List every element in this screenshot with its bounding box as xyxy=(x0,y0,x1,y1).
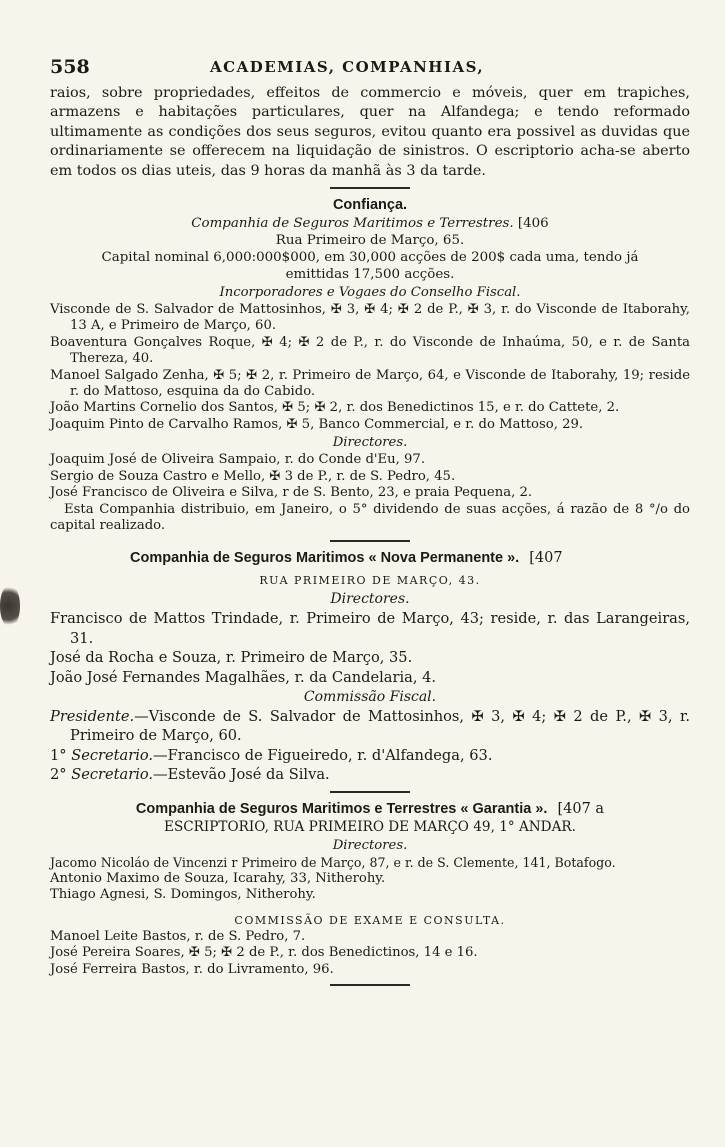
secretary-number: 1° xyxy=(50,746,67,764)
presidente-text: —Visconde de S. Salvador de Mattosinhos, ✠ 3, ✠ 4; ✠ 2 de P., ✠ 3, r. Primeiro de Março, 60. xyxy=(70,707,690,745)
divider xyxy=(330,791,410,793)
list-item: José Francisco de Oliveira e Silva, r de S. Bento, 23, e praia Pequena, 2. xyxy=(50,485,533,501)
list-item xyxy=(50,765,690,784)
intro-paragraph: raios, sobre propriedades, effeitos de commercio e móveis, quer em trapiches, armazens e habitações particulares, quer na Alfandega; e tendo reformado ultimamente as condições dos seus seguros, evitou quanto era possivel as duvidas que ordinariamente se offerecem na liquidação de sinistros. O escriptorio acha-se aberto em todos os dias uteis, das 9 horas da manhã às 3 da tarde. xyxy=(50,85,690,179)
list-item: Francisco de Mattos Trindade, r. Primeiro de Março, 43; reside, r. das Larangeiras, 31. xyxy=(50,610,690,647)
section-subtitle-line xyxy=(50,215,690,232)
list-item: José Ferreira Bastos, r. do Livramento, 96. xyxy=(50,961,334,977)
section-ref: [407 a xyxy=(557,800,605,817)
directors-label: Directores. xyxy=(332,435,408,451)
running-title: ACADEMIAS, COMPANHIAS, xyxy=(210,58,485,76)
page-number: 558 xyxy=(50,56,90,78)
list-item: Manoel Salgado Zenha, ✠ 5; ✠ 2, r. Primeiro de Março, 64, e Visconde de Itaborahy, 19; reside r. do Mattoso, esquina da do Cabido. xyxy=(50,367,690,400)
list-item: Joaquim Pinto de Carvalho Ramos, ✠ 5, Banco Commercial, e r. do Mattoso, 29. xyxy=(50,416,584,432)
list-item: Sergio de Souza Castro e Mello, ✠ 3 de P., r. de S. Pedro, 45. xyxy=(50,468,456,484)
list-item: José da Rocha e Souza, r. Primeiro de Março, 35. xyxy=(50,649,413,667)
divider xyxy=(330,540,410,542)
list-item xyxy=(50,746,690,765)
board-label: Incorporadores e Vogaes do Conselho Fiscal. xyxy=(219,285,521,301)
list-item: Boaventura Gonçalves Roque, ✠ 4; ✠ 2 de P., r. do Visconde de Inhaúma, 50, e r. de Santa Thereza, 40. xyxy=(50,334,690,367)
section-title: Confiança. xyxy=(332,197,408,214)
section-subtitle: Companhia de Seguros Maritimos e Terrestres. xyxy=(191,216,514,232)
section-title-line xyxy=(50,550,690,566)
secretary-label: Secretario. xyxy=(71,766,154,784)
secretary-text: —Estevão José da Silva. xyxy=(153,766,330,784)
section-address: RUA PRIMEIRO DE MARÇO, 43. xyxy=(259,574,481,588)
list-item: José Pereira Soares, ✠ 5; ✠ 2 de P., r. dos Benedictinos, 14 e 16. xyxy=(50,945,478,961)
section-garantia xyxy=(50,801,690,978)
section-title: Companhia de Seguros Maritimos « Nova Permanente ». xyxy=(130,550,520,567)
section-title-line xyxy=(50,801,690,817)
page-header xyxy=(50,56,690,80)
fiscal-label: Commissão Fiscal. xyxy=(303,688,437,705)
ink-blot xyxy=(0,584,20,628)
section-address: Rua Primeiro de Março, 65. xyxy=(275,233,465,249)
directors-label: Directores. xyxy=(332,837,408,853)
list-item: João José Fernandes Magalhães, r. da Candelaria, 4. xyxy=(50,668,437,686)
list-item: Thiago Agnesi, S. Domingos, Nitherohy. xyxy=(50,887,316,903)
secretary-text: —Francisco de Figueiredo, r. d'Alfandega, 63. xyxy=(153,746,493,764)
list-item: João Martins Cornelio dos Santos, ✠ 5; ✠ 2, r. dos Benedictinos 15, e r. do Cattete, 2. xyxy=(50,400,620,416)
secretary-number: 2° xyxy=(50,766,67,784)
section-ref: [407 xyxy=(529,550,563,567)
dividend-note: Esta Companhia distribuio, em Janeiro, o 5° dividendo de suas acções, á razão de 8 °/o do capital realizado. xyxy=(50,501,690,533)
section-nova-permanente xyxy=(50,550,690,784)
presidente-label: Presidente. xyxy=(50,707,135,725)
section-ref: [406 xyxy=(517,216,549,232)
capital-text: Capital nominal 6,000:000$000, em 30,000 acções de 200$ cada uma, tendo já emittidas 17,500 acções. xyxy=(101,250,639,283)
list-item: Jacomo Nicoláo de Vincenzi r Primeiro de Março, 87, e r. de S. Clemente, 141, Botafogo. xyxy=(50,854,616,870)
secretary-label: Secretario. xyxy=(71,746,154,764)
directors-label: Directores. xyxy=(330,591,410,608)
list-item xyxy=(50,707,690,746)
list-item: Visconde de S. Salvador de Mattosinhos, ✠ 3, ✠ 4; ✠ 2 de P., ✠ 3, r. do Visconde de Itaborahy, 13 A, e Primeiro de Março, 60. xyxy=(50,302,690,334)
divider xyxy=(330,984,410,986)
page xyxy=(50,56,690,994)
section-title: Companhia de Seguros Maritimos e Terrestres « Garantia ». xyxy=(135,800,548,817)
list-item: Manoel Leite Bastos, r. de S. Pedro, 7. xyxy=(50,928,306,944)
list-item: Antonio Maximo de Souza, Icarahy, 33, Nitherohy. xyxy=(50,870,386,886)
office-address: ESCRIPTORIO, RUA PRIMEIRO DE MARÇO 49, 1° ANDAR. xyxy=(164,818,576,835)
list-item: Joaquim José de Oliveira Sampaio, r. do Conde d'Eu, 97. xyxy=(50,452,426,468)
divider xyxy=(330,187,410,189)
section-confianca xyxy=(50,197,690,534)
commission-label: COMMISSÃO DE EXAME E CONSULTA. xyxy=(234,913,506,927)
